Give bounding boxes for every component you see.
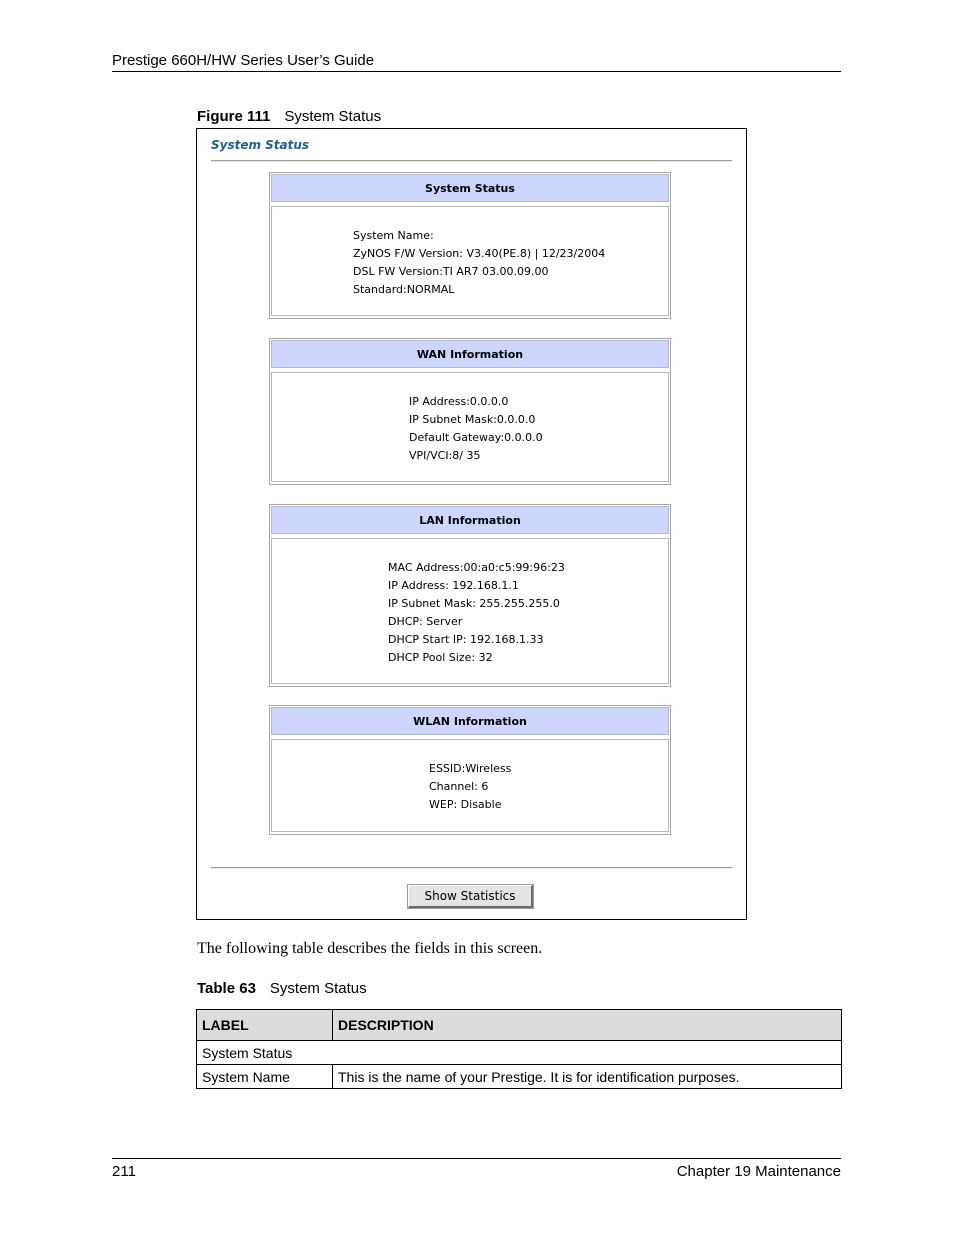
section-label: System Status — [197, 1041, 842, 1065]
lan-information-panel — [269, 504, 671, 687]
wan-info-lines — [409, 393, 543, 465]
section-row — [197, 1041, 842, 1065]
top-divider — [211, 160, 732, 162]
running-title: Prestige 660H/HW Series User’s Guide — [112, 52, 375, 69]
figure-caption — [197, 108, 381, 125]
screen-title: System Status — [211, 138, 310, 152]
row-description: This is the name of your Prestige. It is for identification purposes. — [333, 1065, 842, 1089]
panel-heading: LAN Information — [271, 506, 669, 534]
panel-body — [271, 206, 669, 316]
dsl-fw-version-line: DSL FW Version:TI AR7 03.00.09.00 — [353, 265, 549, 278]
lan-info-lines — [388, 559, 565, 667]
show-statistics-button[interactable]: Show Statistics — [408, 885, 533, 908]
dhcp-start-ip-line: DHCP Start IP: 192.168.1.33 — [388, 633, 544, 646]
dhcp-mode-line: DHCP: Server — [388, 615, 463, 628]
panel-heading: WAN Information — [271, 340, 669, 368]
panel-body — [271, 372, 669, 482]
wep-line: WEP: Disable — [429, 798, 502, 811]
mac-address-line: MAC Address:00:a0:c5:99:96:23 — [388, 561, 565, 574]
chapter-title: Chapter 19 Maintenance — [676, 1163, 841, 1180]
table-number: Table 63 — [197, 980, 256, 997]
label-column-header: LABEL — [197, 1010, 333, 1041]
wlan-information-panel — [269, 705, 671, 835]
panel-heading: System Status — [271, 174, 669, 202]
panel-body — [271, 739, 669, 832]
description-column-header: DESCRIPTION — [333, 1010, 842, 1041]
panel-body — [271, 538, 669, 684]
description-table — [196, 1009, 842, 1089]
page-number: 211 — [112, 1163, 136, 1180]
system-name-line: System Name: — [353, 229, 434, 242]
panel-heading: WLAN Information — [271, 707, 669, 735]
wan-information-panel — [269, 338, 671, 485]
channel-line: Channel: 6 — [429, 780, 489, 793]
firmware-version-line: ZyNOS F/W Version: V3.40(PE.8) | 12/23/2004 — [353, 247, 606, 260]
essid-line: ESSID:Wireless — [429, 762, 512, 775]
page-header — [112, 51, 841, 72]
wlan-info-lines — [429, 760, 511, 814]
table-row — [197, 1065, 842, 1089]
page-footer — [112, 1158, 841, 1183]
lan-ip-address-line: IP Address: 192.168.1.1 — [388, 579, 519, 592]
figure-title: System Status — [284, 108, 382, 125]
table-caption — [197, 980, 367, 997]
wan-ip-address-line: IP Address:0.0.0.0 — [409, 395, 509, 408]
row-label: System Name — [197, 1065, 333, 1089]
vpi-vci-line: VPI/VCI:8/ 35 — [409, 449, 481, 462]
bottom-divider — [211, 867, 732, 869]
standard-line: Standard:NORMAL — [353, 283, 455, 296]
system-status-panel — [269, 172, 671, 319]
dhcp-pool-size-line: DHCP Pool Size: 32 — [388, 651, 493, 664]
table-title: System Status — [269, 980, 367, 997]
table-header-row — [197, 1010, 842, 1041]
default-gateway-line: Default Gateway:0.0.0.0 — [409, 431, 543, 444]
body-text: The following table describes the fields in this screen. — [197, 940, 543, 957]
figure-number: Figure 111 — [197, 108, 271, 125]
wan-subnet-mask-line: IP Subnet Mask:0.0.0.0 — [409, 413, 536, 426]
lan-subnet-mask-line: IP Subnet Mask: 255.255.255.0 — [388, 597, 560, 610]
system-info-lines — [353, 227, 605, 299]
system-status-screenshot — [196, 128, 747, 920]
